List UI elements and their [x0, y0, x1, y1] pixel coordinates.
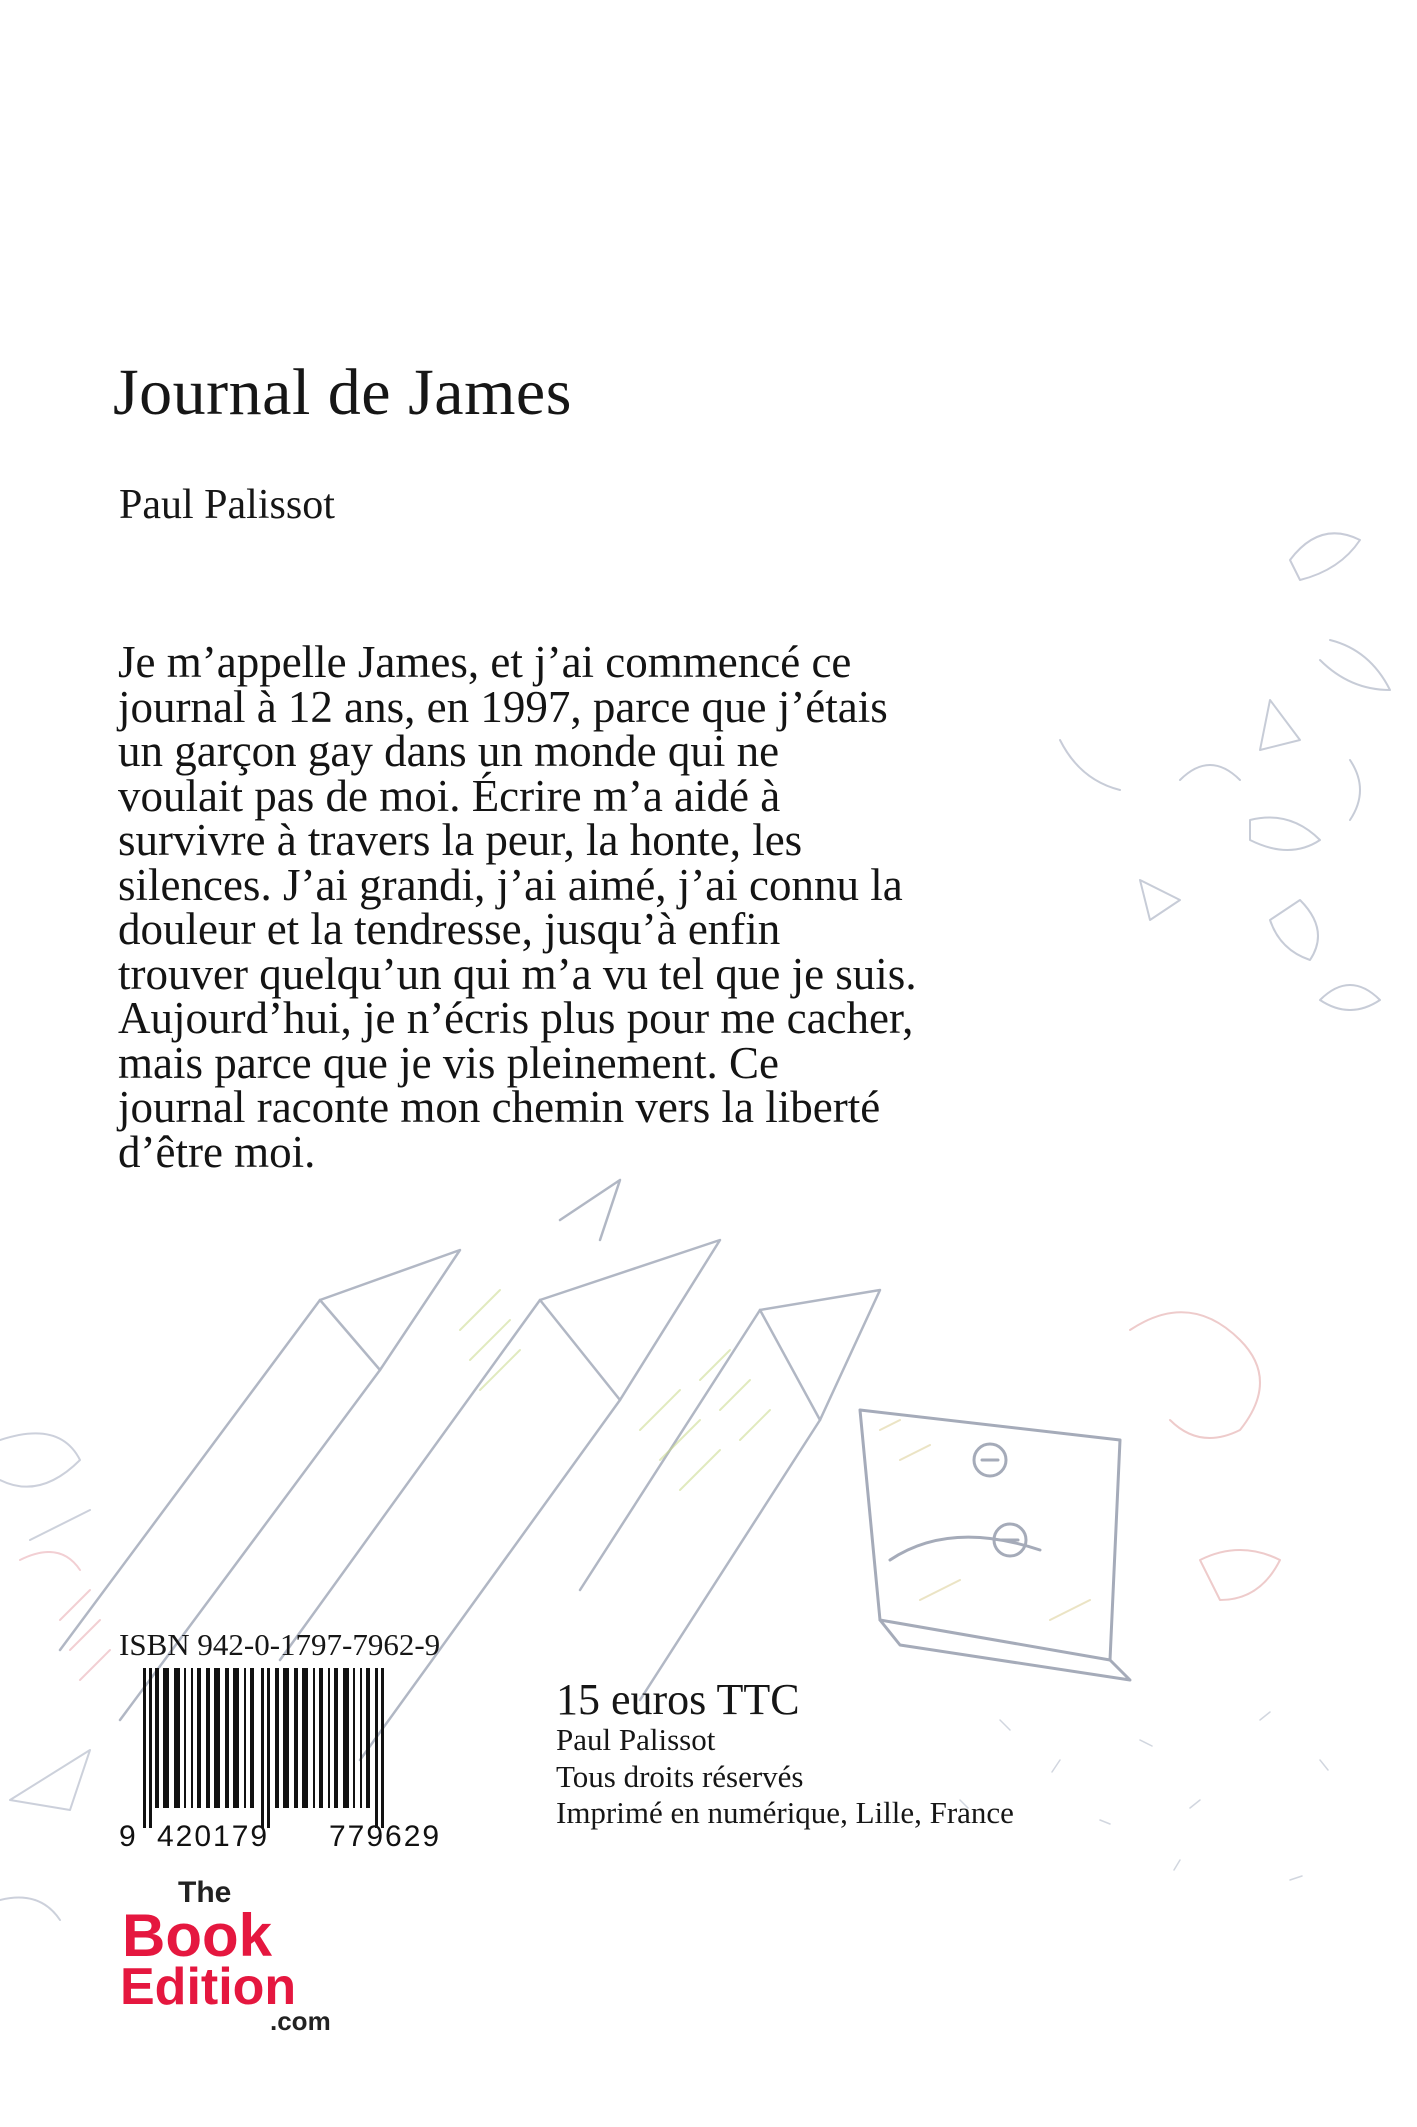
barcode-bar	[334, 1668, 338, 1808]
barcode-bar	[250, 1668, 254, 1808]
blurb-line: voulait pas de moi. Écrire m’a aidé à	[118, 770, 781, 821]
blurb-line: douleur et la tendresse, jusqu’à enfin	[118, 904, 781, 954]
barcode-bar	[275, 1668, 279, 1808]
barcode-bar	[283, 1668, 289, 1808]
blurb-line: silences. J’ai grandi, j’ai aimé, j’ai connu la	[118, 859, 903, 910]
barcode-bar	[343, 1668, 349, 1808]
barcode-bar	[143, 1668, 146, 1828]
barcode-bar	[267, 1668, 270, 1828]
blurb-line: d’être moi.	[118, 1126, 316, 1177]
publication-info	[556, 1722, 1014, 1832]
isbn-label: ISBN 942-0-1797-7962-9	[119, 1627, 441, 1662]
barcode-bar	[366, 1668, 370, 1808]
book-author: Paul Palissot	[119, 482, 335, 528]
book-title: Journal de James	[113, 356, 572, 429]
logo-text-book: Book	[122, 1902, 272, 1969]
barcode-bar	[302, 1668, 308, 1808]
blurb-line: trouver quelqu’un qui m’a vu tel que je suis.	[118, 948, 917, 999]
book-blurb	[118, 637, 1058, 1177]
barcode-bar	[353, 1668, 355, 1808]
blurb-line: journal raconte mon chemin vers la liberté	[118, 1082, 881, 1132]
logo-text-edition: Edition	[120, 1958, 297, 2016]
thebookedition-logo-icon	[118, 1872, 358, 2034]
blurb-line: journal à 12 ans, en 1997, parce que j’étais	[118, 681, 888, 732]
rights-notice: Tous droits réservés	[556, 1758, 804, 1794]
barcode-bar	[155, 1668, 159, 1808]
barcode-icon	[117, 1668, 492, 1850]
blurb-line: Aujourd’hui, je n’écris plus pour me cacher,	[118, 993, 914, 1043]
barcode-bar	[174, 1668, 180, 1808]
barcode-bar	[191, 1668, 193, 1808]
price: 15 euros TTC	[556, 1675, 800, 1724]
barcode-digits-left: 420179	[157, 1820, 270, 1850]
barcode-bar	[214, 1668, 220, 1808]
barcode-bar	[225, 1668, 229, 1808]
barcode-digits-right: 779629	[329, 1820, 442, 1850]
barcode-bar	[206, 1668, 210, 1808]
blurb-line: survivre à travers la peur, la honte, les	[118, 815, 803, 865]
barcode-bar	[328, 1668, 330, 1808]
blurb-line: un garçon gay dans un monde qui ne	[118, 726, 780, 776]
barcode-bar	[313, 1668, 315, 1808]
logo-text-com: .com	[270, 2006, 331, 2034]
barcode-bar	[381, 1668, 384, 1828]
logo-text-the: The	[178, 1876, 232, 1909]
barcode-digit-lead: 9	[119, 1820, 136, 1850]
barcode-bar	[184, 1668, 186, 1808]
printing-notice: Imprimé en numérique, Lille, France	[556, 1795, 1014, 1830]
barcode-bar	[197, 1668, 201, 1808]
barcode-bar	[360, 1668, 362, 1808]
barcode-bar	[149, 1668, 152, 1828]
barcode-bar	[261, 1668, 264, 1828]
publisher-name: Paul Palissot	[556, 1722, 716, 1757]
barcode-bar	[294, 1668, 298, 1808]
blurb-line: Je m’appelle James, et j’ai commencé ce	[118, 637, 852, 687]
blurb-line: mais parce que je vis pleinement. Ce	[118, 1037, 780, 1088]
barcode-bar	[163, 1668, 169, 1808]
barcode-bar	[244, 1668, 246, 1808]
barcode-bar	[375, 1668, 378, 1828]
barcode-bar	[233, 1668, 239, 1808]
barcode-bar	[319, 1668, 323, 1808]
